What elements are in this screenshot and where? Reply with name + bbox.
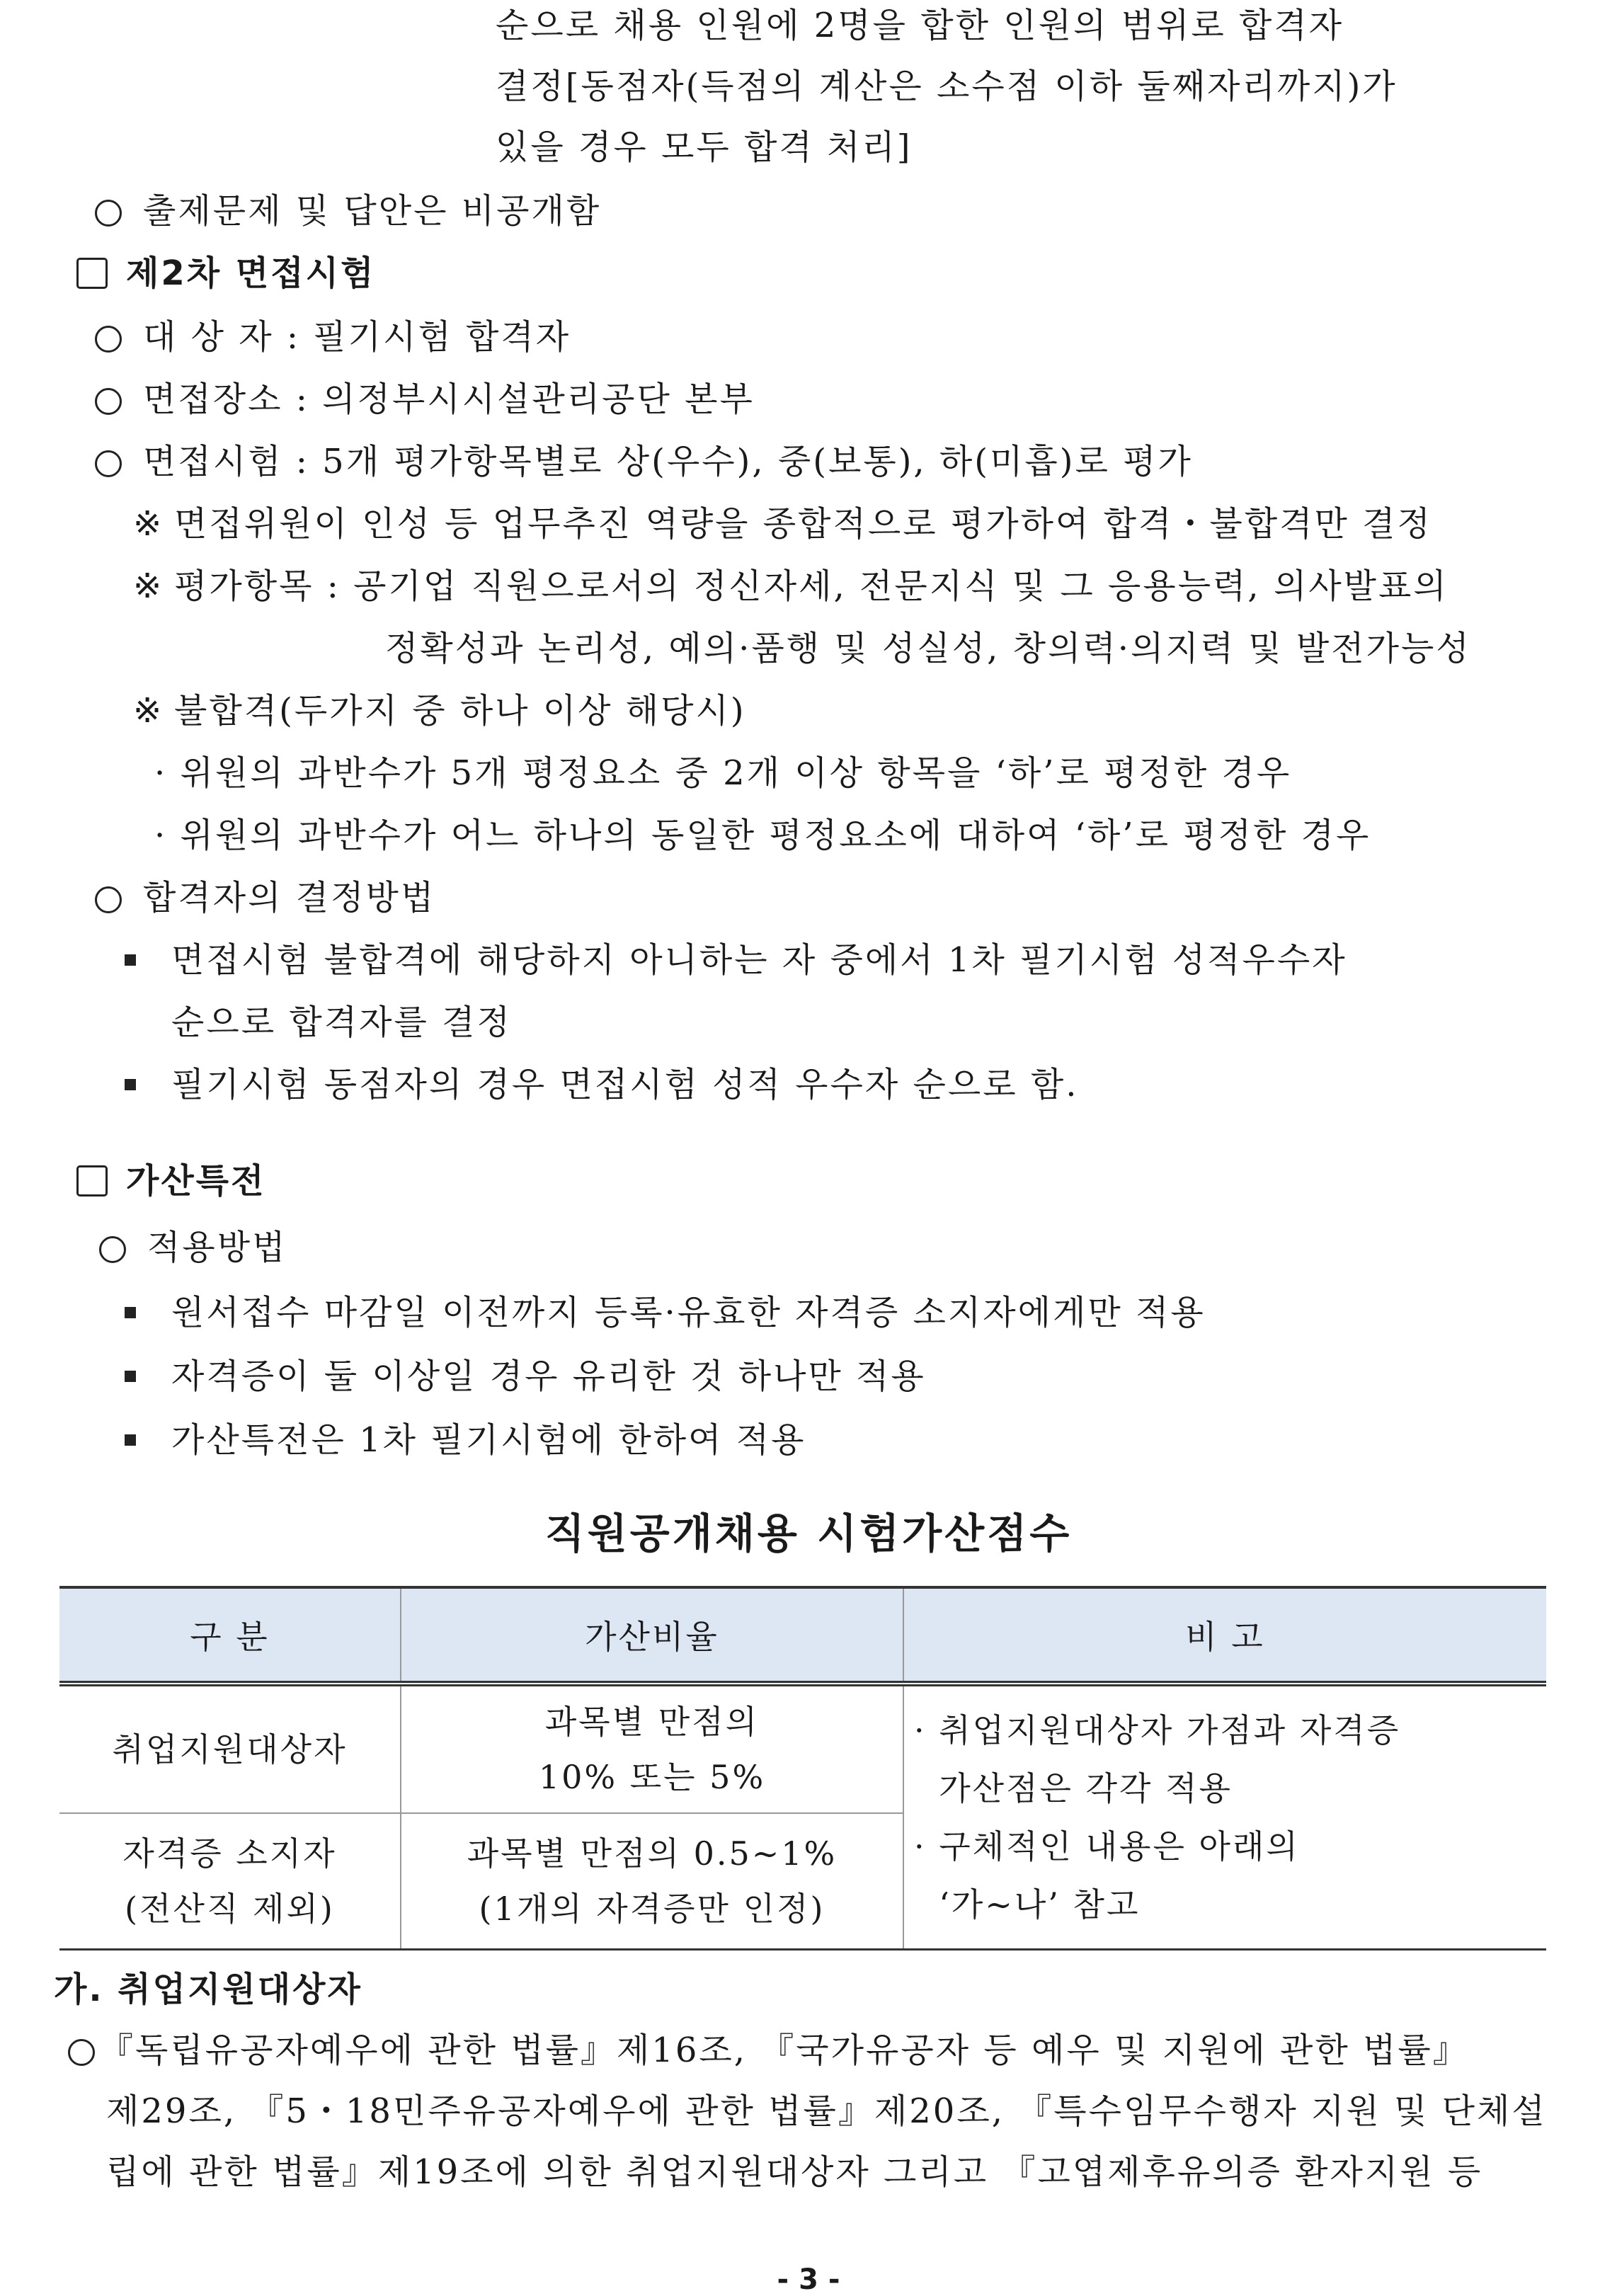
bullet-3: 원서접수 마감일 이전까지 등록·유효한 자격증 소지자에게만 적용	[125, 1290, 1206, 1335]
header-ratio: 가산비율	[401, 1587, 903, 1684]
item-apply-method: 적용방법	[99, 1225, 287, 1270]
cell-ratio: 과목별 만점의 0.5∼1% (1개의 자격증만 인정)	[401, 1813, 903, 1950]
note-2-continued: 정확성과 논리성, 예의·품행 및 성실성, 창의력·의지력 및 발전가능성	[385, 629, 1471, 668]
reference-mark-icon: ※	[133, 691, 164, 731]
square-bullet-icon	[125, 1307, 136, 1318]
text-line-1: 순으로 채용 인원에 2명을 합한 인원의 범위로 합격자	[496, 6, 1344, 45]
circle-bullet-icon	[95, 326, 122, 353]
item-location: 면접장소 : 의정부시시설관리공단 본부	[95, 377, 755, 422]
paragraph-line-2: 제29조, 『5・18민주유공자예우에 관한 법률』제20조, 『특수임무수행자 지원 및 단체설	[106, 2091, 1547, 2131]
dot-item-1: · 위원의 과반수가 5개 평정요소 중 2개 이상 항목을 ‘하’로 평정한 경우	[154, 753, 1292, 793]
text-line-2: 결정[동점자(득점의 계산은 소수점 이하 둘째자리까지)가	[496, 67, 1398, 106]
bullet-2: 필기시험 동점자의 경우 면접시험 성적 우수자 순으로 함.	[125, 1062, 1079, 1107]
paragraph-line-3: 립에 관한 법률』제19조에 의한 취업지원대상자 그리고 『고엽제후유의증 환자지원 등	[106, 2152, 1483, 2192]
note-3: ※ 불합격(두가지 중 하나 이상 해당시)	[133, 688, 746, 733]
header-category: 구 분	[59, 1587, 401, 1684]
subsection-heading: 가. 취업지원대상자	[54, 1970, 362, 2009]
section-heading-interview: 제2차 면접시험	[76, 251, 375, 296]
table-title: 직원공개채용 시험가산점수	[544, 1509, 1073, 1558]
square-bullet-icon	[125, 1079, 136, 1090]
bullet-1-continued: 순으로 합격자를 결정	[171, 1003, 512, 1042]
circle-bullet-icon	[99, 1236, 126, 1263]
reference-mark-icon: ※	[133, 504, 164, 544]
paragraph-line-1: 『독립유공자예우에 관한 법률』제16조, 『국가유공자 등 예우 및 지원에 관한 법률』	[68, 2028, 1469, 2073]
header-note: 비 고	[903, 1587, 1546, 1684]
square-bullet-icon	[125, 954, 136, 966]
reference-mark-icon: ※	[133, 566, 164, 606]
note-1: ※ 면접위원이 인성 등 업무추진 역량을 종합적으로 평가하여 합격・불합격만 결정	[133, 501, 1432, 547]
circle-bullet-icon	[95, 450, 122, 477]
bullet-4: 자격증이 둘 이상일 경우 유리한 것 하나만 적용	[125, 1354, 926, 1399]
item-exam-disclosure: 출제문제 및 답안은 비공개함	[95, 188, 601, 234]
cell-note: · 취업지원대상자 가점과 자격증 가산점은 각각 적용 · 구체적인 내용은 아래의 ‘가∼나’ 참고	[903, 1684, 1546, 1950]
square-bullet-icon	[125, 1434, 136, 1446]
square-bullet-icon	[76, 1165, 108, 1196]
square-bullet-icon	[76, 258, 108, 289]
table-row	[59, 1684, 1546, 1813]
text-line-3: 있을 경우 모두 합격 처리]	[496, 127, 913, 167]
item-target: 대 상 자 : 필기시험 합격자	[95, 314, 571, 360]
cell-category: 자격증 소지자 (전산직 제외)	[59, 1813, 401, 1950]
cell-ratio: 과목별 만점의 10% 또는 5%	[401, 1684, 903, 1813]
bullet-5: 가산특전은 1차 필기시험에 한하여 적용	[125, 1417, 806, 1463]
bullet-1: 면접시험 불합격에 해당하지 아니하는 자 중에서 1차 필기시험 성적우수자	[125, 937, 1347, 983]
circle-bullet-icon	[95, 886, 122, 913]
cell-category: 취업지원대상자	[59, 1684, 401, 1813]
note-2: ※ 평가항목 : 공기업 직원으로서의 정신자세, 전문지식 및 그 응용능력, 의사발표의	[133, 564, 1449, 609]
circle-bullet-icon	[95, 388, 122, 415]
section-heading-bonus: 가산특전	[76, 1158, 265, 1204]
square-bullet-icon	[125, 1371, 136, 1382]
item-interview-exam: 면접시험 : 5개 평가항목별로 상(우수), 중(보통), 하(미흡)로 평가	[95, 439, 1193, 484]
item-decision-method: 합격자의 결정방법	[95, 875, 435, 920]
table-header-row	[59, 1587, 1546, 1684]
circle-bullet-icon	[95, 200, 122, 227]
dot-item-2: · 위원의 과반수가 어느 하나의 동일한 평정요소에 대하여 ‘하’로 평정한 경우	[154, 816, 1371, 855]
bonus-points-table	[59, 1586, 1546, 1951]
circle-bullet-icon	[68, 2039, 95, 2066]
page-number: - 3 -	[777, 2263, 840, 2296]
